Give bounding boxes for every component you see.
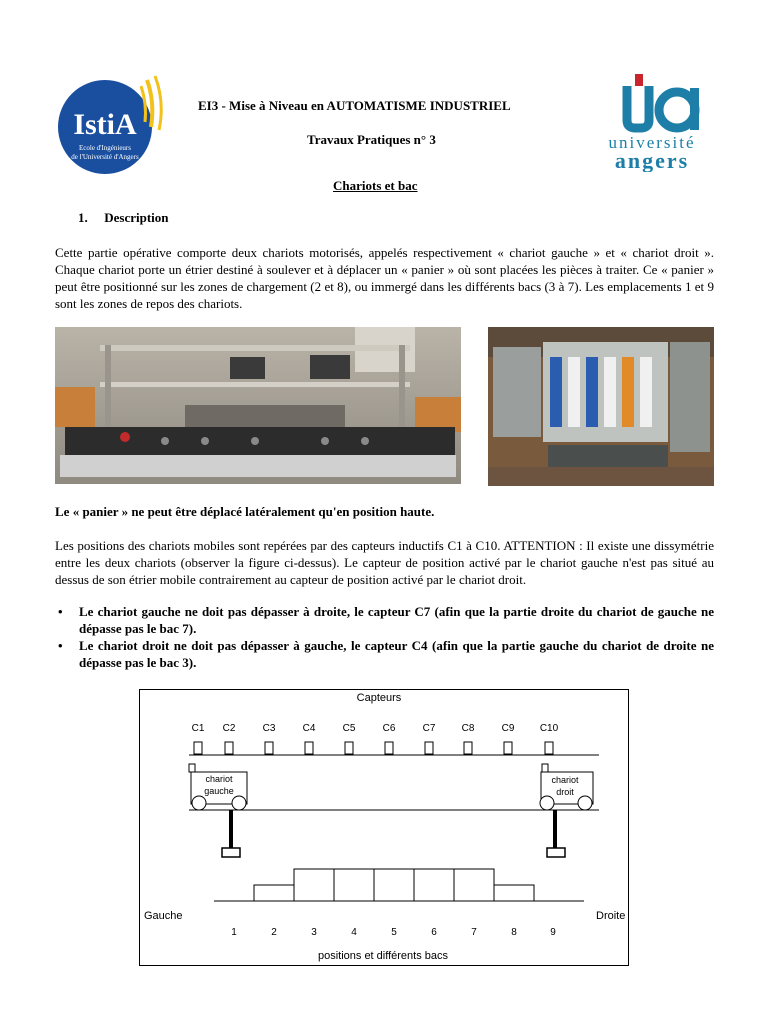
ua-logo-graphic	[597, 72, 707, 172]
sensor-label: C2	[222, 723, 236, 734]
figure-caption: positions et différents bacs	[317, 950, 449, 962]
warning-sentence: Le « panier » ne peut être déplacé latéralement qu'en position haute.	[55, 504, 435, 519]
istia-logo	[55, 72, 167, 178]
constraints-list	[55, 603, 714, 671]
ua-logo	[597, 72, 707, 172]
figure-title: Capteurs	[356, 692, 402, 704]
sensor-box	[464, 742, 472, 754]
sensor-box	[265, 742, 273, 754]
section-number: 1.	[78, 210, 88, 225]
list-item	[55, 603, 714, 637]
intro-paragraph: Cette partie opérative comporte deux chariots motorisés, appelés respectivement « chariot gauche » et « chariot droit ». Chaque chariot porte un étrier destiné à soulever et à déplacer un « panier » où sont placées les pièces à traiter. Ce « panier » peut être positionné sur les zones de chargement (2 et 8), ou immergé dans les différents bacs (3 à 7). Les emplacements 1 et 9 sont les zones de repos des chariots.	[55, 245, 714, 311]
sensor-label: C6	[382, 723, 396, 734]
right-cart-label-1: chariot	[551, 775, 579, 785]
position-label: 2	[271, 927, 277, 938]
position-label: 7	[471, 927, 477, 938]
sensor-box	[345, 742, 353, 754]
list-item-text: Le chariot droit ne doit pas dépasser à gauche, le capteur C4 (afin que la partie gauche du chariot de droite ne dépasse pas le bac 3).	[79, 638, 714, 670]
istia-logo-sub2: de l'Université d'Angers	[71, 153, 139, 161]
sensor-box	[225, 742, 233, 754]
sensor-label: C3	[262, 723, 276, 734]
section-heading	[78, 210, 169, 226]
positions-paragraph: Les positions des chariots mobiles sont repérées par des capteurs inductifs C1 à C10. ATTENTION : Il existe une dissymétrie entre les deux chariots (observer la figure ci-dessus). Le capteur de position activé par le chariot gauche n'est pas situé au dessus de son étrier mobile contrairement au capteur de position activé par le chariot droit.	[55, 538, 714, 587]
sensor-box	[385, 742, 393, 754]
course-title: EI3 - Mise à Niveau en AUTOMATISME INDUSTRIEL	[198, 98, 511, 113]
sensor-box	[194, 742, 202, 754]
bullet-icon: •	[58, 604, 63, 619]
position-label: 4	[351, 927, 357, 938]
sensor-label: C1	[191, 723, 205, 734]
photo-plc-graphic	[488, 327, 714, 486]
ua-logo-line1: université	[608, 133, 696, 152]
list-item	[55, 637, 714, 671]
left-cart-label-2: gauche	[204, 786, 234, 796]
photo-bench	[55, 327, 461, 484]
position-label: 6	[431, 927, 437, 938]
photo-bench-graphic	[55, 327, 461, 484]
left-cart-label-1: chariot	[205, 774, 233, 784]
section-title: Description	[104, 210, 169, 225]
tp-title: Travaux Pratiques n° 3	[307, 132, 436, 147]
photo-plc	[488, 327, 714, 486]
list-item-text: Le chariot gauche ne doit pas dépasser à droite, le capteur C7 (afin que la partie droite du chariot de gauche ne dépasse pas le bac 7).	[79, 604, 714, 636]
istia-logo-name: IstiA	[73, 108, 137, 141]
position-label: 1	[231, 927, 237, 938]
sensor-diagram	[139, 689, 629, 966]
sensor-label: C7	[422, 723, 436, 734]
position-label: 5	[391, 927, 397, 938]
position-label: 9	[550, 927, 556, 938]
sensor-label: C10	[539, 723, 559, 734]
right-label: Droite	[596, 910, 626, 922]
subtitle: Chariots et bac	[333, 178, 418, 193]
sensor-figure	[139, 689, 629, 966]
sensor-box	[425, 742, 433, 754]
sensor-box	[504, 742, 512, 754]
sensor-label: C5	[342, 723, 356, 734]
left-label: Gauche	[144, 910, 183, 922]
sensor-label: C4	[302, 723, 316, 734]
bullet-icon: •	[58, 638, 63, 653]
sensor-box	[305, 742, 313, 754]
sensor-label: C9	[501, 723, 515, 734]
istia-logo-sub1: Ecole d'Ingénieurs	[79, 144, 131, 152]
ua-logo-line2: angers	[614, 148, 690, 172]
sensor-box	[545, 742, 553, 754]
right-cart-label-2: droit	[556, 787, 574, 797]
position-label: 3	[311, 927, 317, 938]
position-label: 8	[511, 927, 517, 938]
sensor-label: C8	[461, 723, 475, 734]
istia-logo-graphic	[55, 72, 167, 178]
